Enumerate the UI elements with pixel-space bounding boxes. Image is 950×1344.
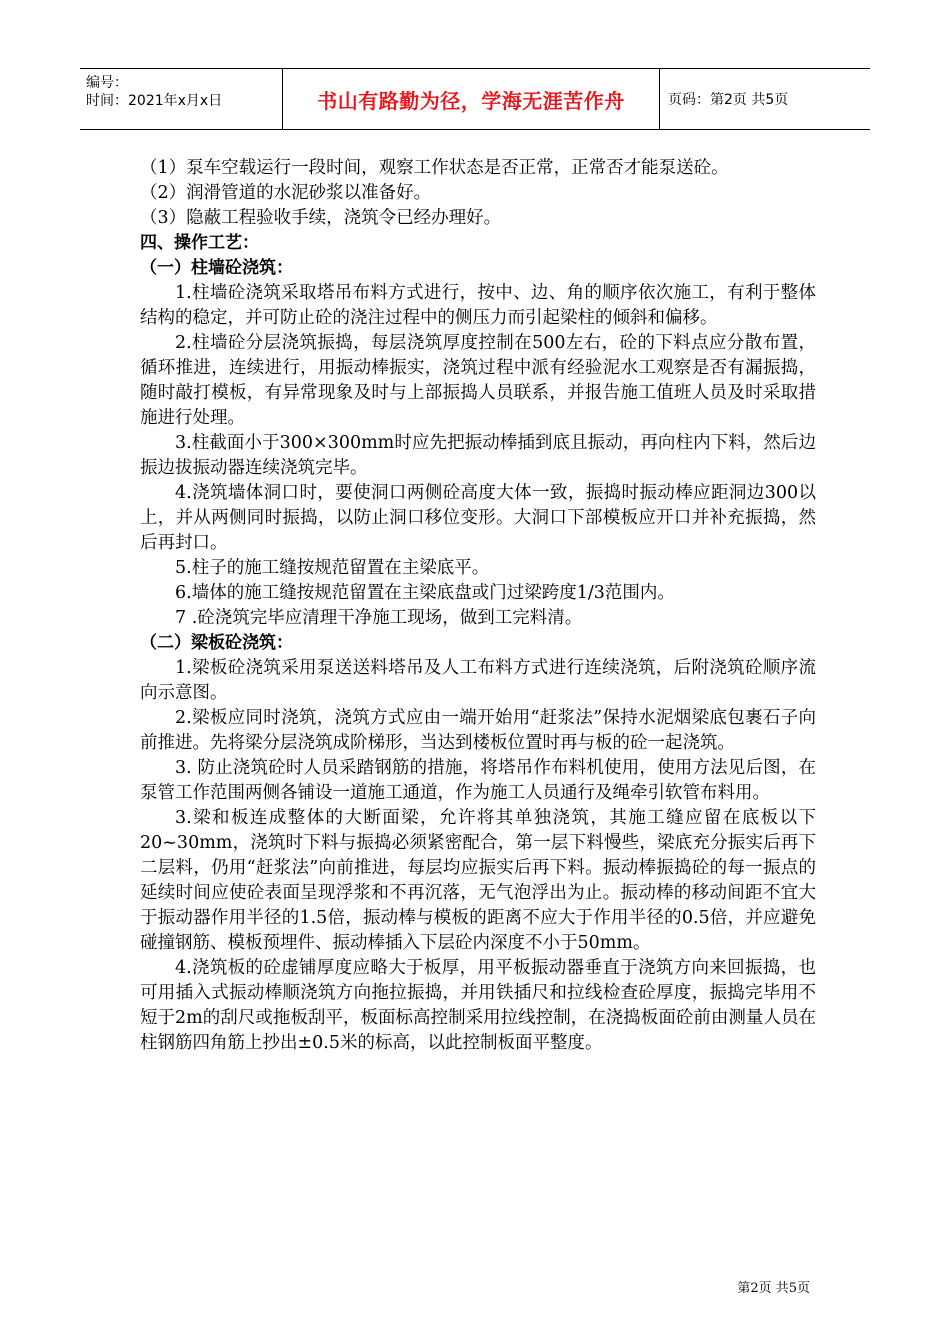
header-page-info: 页码：第2页 共5页 — [668, 92, 789, 108]
body-paragraph: 2.梁板应同时浇筑，浇筑方式应由一端开始用“赶浆法”保持水泥烟梁底包裹石子向前推进。先将梁分层浇筑成阶梯形，当达到楼板位置时再与板的砼一起浇筑。 — [140, 708, 816, 753]
body-paragraph: 6.墙体的施工缝按规范留置在主梁底盘或门过梁跨度1/3范围内。 — [175, 583, 675, 603]
page-header — [80, 68, 870, 130]
body-paragraph: 3. 防止浇筑砼时人员采踏钢筋的措施，将塔吊作布料机使用，使用方法见后图，在泵管工作范围两侧各铺设一道施工通道，作为施工人员通行及绳牵引软管布料用。 — [140, 758, 816, 803]
body-paragraph: 4.浇筑板的砼虚铺厚度应略大于板厚，用平板振动器垂直于浇筑方向来回振捣，也可用插入式振动棒顺浇筑方向拖拉振捣，并用铁插尺和拉线检查砼厚度，振捣完毕用不短于2m的刮尺或拖板刮平，板面标高控制采用拉线控制，在浇捣板面砼前由测量人员在柱钢筋四角筋上抄出±0.5米的标高，以此控制板面平整度。 — [140, 958, 816, 1053]
time-label: 时间：2021年x月x日 — [86, 93, 223, 109]
header-meta — [80, 69, 280, 129]
body-paragraph: 4.浇筑墙体洞口时，要使洞口两侧砼高度大体一致，振捣时振动棒应距洞边300以上，并从两侧同时振捣，以防止洞口移位变形。大洞口下部模板应开口并补充振捣，然后再封口。 — [140, 483, 816, 553]
section-heading: 四、操作工艺： — [140, 233, 259, 253]
body-paragraph: 3.梁和板连成整体的大断面梁，允许将其单独浇筑，其施工缝应留在底板以下20~30mm，浇筑时下料与振捣必须紧密配合，第一层下料慢些，梁底充分振实后再下二层料，仍用“赶浆法”向前推进，每层均应振实后再下料。振动棒振捣砼的每一振点的延续时间应使砼表面呈现浮浆和不再沉落，无气泡浮出为止。振动棒的移动间距不宜大于振动器作用半径的1.5倍，振动棒与模板的距离不应大于作用半径的0.5倍，并应避免碰撞钢筋、模板预埋件、振动棒插入下层砼内深度不小于50mm。 — [140, 808, 816, 953]
body-paragraph: 1.柱墙砼浇筑采取塔吊布料方式进行，按中、边、角的顺序依次施工，有利于整体结构的稳定，并可防止砼的浇注过程中的侧压力而引起梁柱的倾斜和偏移。 — [140, 283, 816, 328]
header-motto-cell — [282, 69, 660, 129]
body-paragraph: 5.柱子的施工缝按规范留置在主梁底平。 — [175, 558, 490, 578]
document-body — [140, 156, 816, 1056]
body-paragraph: 2.柱墙砼分层浇筑振捣，每层浇筑厚度控制在500左右，砼的下料点应分散布置，循环推进，连续进行，用振动棒振实，浇筑过程中派有经验泥水工观察是否有漏振捣，随时敲打模板，有异常现象及时与上部振捣人员联系，并报告施工值班人员及时采取措施进行处理。 — [140, 333, 816, 428]
serial-label: 编号： — [86, 75, 128, 91]
body-paragraph: （1）泵车空载运行一段时间，观察工作状态是否正常，正常否才能泵送砼。 — [140, 158, 729, 178]
section-heading: （一）柱墙砼浇筑： — [140, 258, 293, 278]
page-footer: 第2页 共5页 — [737, 1281, 810, 1296]
body-paragraph: （2）润滑管道的水泥砂浆以准备好。 — [140, 183, 432, 203]
section-heading: （二）梁板砼浇筑： — [140, 633, 293, 653]
header-motto: 书山有路勤为径，学海无涯苦作舟 — [317, 88, 625, 113]
body-paragraph: 7 .砼浇筑完毕应清理干净施工现场，做到工完料清。 — [175, 608, 583, 628]
body-paragraph: 3.柱截面小于300×300mm时应先把振动棒插到底且振动，再向柱内下料，然后边振边拔振动器连续浇筑完毕。 — [140, 433, 816, 478]
body-paragraph: （3）隐蔽工程验收手续，浇筑令已经办理好。 — [140, 208, 502, 228]
body-paragraph: 1.梁板砼浇筑采用泵送送料塔吊及人工布料方式进行连续浇筑，后附浇筑砼顺序流向示意图。 — [140, 658, 816, 703]
